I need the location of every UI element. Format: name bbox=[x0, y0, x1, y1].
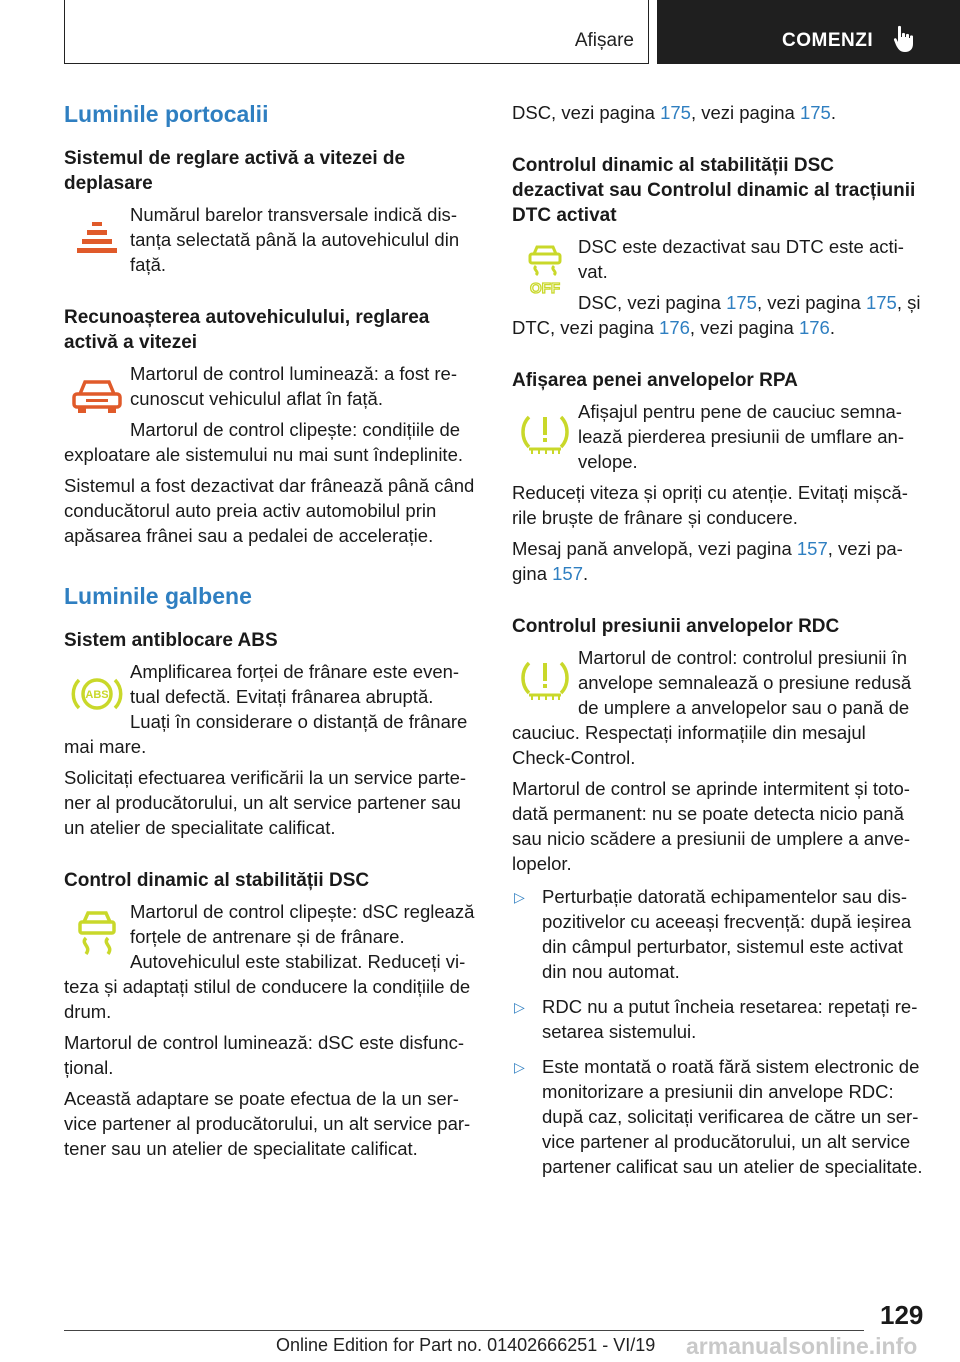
rpa-block bbox=[512, 399, 925, 480]
dsc-p2: Martorul de control luminează: dSC este disfuncțional. bbox=[64, 1032, 465, 1078]
footer-edition: Online Edition for Part no. 01402666251 - VI/19 bbox=[276, 1335, 656, 1355]
vehicle-detect-title: Recunoașterea autovehiculului, reglarea activă a vitezei bbox=[64, 307, 430, 353]
page-link[interactable]: 157 bbox=[796, 538, 828, 559]
dsc-off-title: Controlul dinamic al stabilității DSC dezactivat sau Controlul dinamic al tracțiunii DTC activat bbox=[512, 155, 916, 226]
header-tab[interactable] bbox=[657, 0, 960, 64]
page-link[interactable]: 175 bbox=[660, 102, 691, 123]
page-link[interactable]: 175 bbox=[726, 292, 757, 313]
list-item: ▷ RDC nu a putut încheia resetarea: repetați resetarea sistemului. bbox=[514, 996, 918, 1042]
abs-p1: Amplificarea forței de frânare este eventual defectă. Evitați frânarea abruptă. Luați în considerare o distanță de frânare mai mare. bbox=[64, 661, 468, 757]
header-tab-label: COMENZI bbox=[782, 30, 874, 51]
heading-yellow-lights: Luminile galbene bbox=[64, 583, 252, 609]
vehicle-detect-p3: Sistemul a fost dezactivat dar frânează până când conducătorul auto preia activ automobilul prin apăsarea frânei sau a pedalei de accelerație. bbox=[64, 475, 475, 546]
svg-text:OFF: OFF bbox=[530, 280, 560, 295]
right-column bbox=[512, 100, 925, 1189]
dsc-title: Control dinamic al stabilității DSC bbox=[64, 870, 370, 891]
tire-pressure-icon bbox=[512, 647, 578, 713]
abs-p2: Solicitați efectuarea verificării la un service partener al producătorului, un alt service partener sau un atelier de specialitate calificat. bbox=[64, 767, 467, 838]
watermark: armanualsonline.info bbox=[686, 1333, 918, 1359]
header-section-box bbox=[64, 0, 649, 64]
list-item: ▷ Este montată o roată fără sistem electronic de monitorizare a presiunii din anvelope RDC: după caz, solicitați verificarea de către un service partener al producătorului, un alt service partener calificat sau un atelier de specialitate. bbox=[514, 1056, 923, 1177]
rdc-p1: Martorul de control: controlul presiunii în anvelope semnalează o presiune redusă de umplere a anvelopelor sau o pană de cauciuc. Respectați informațiile din mesajul Check-Control. bbox=[512, 647, 912, 768]
page-link[interactable]: 175 bbox=[799, 102, 831, 123]
triangle-bullet-icon: ▷ bbox=[514, 889, 525, 905]
dsc-skid-icon bbox=[64, 901, 130, 967]
dsc-off-p1: DSC este dezactivat sau DTC este activat. bbox=[578, 236, 904, 282]
abs-icon bbox=[64, 661, 130, 727]
dsc-ref-line: DSC, vezi pagina 175, vezi pagina 175. bbox=[512, 102, 836, 123]
page-link[interactable]: 176 bbox=[798, 317, 830, 338]
header-section-label: Afișare bbox=[574, 30, 634, 51]
acc-text: Numărul barelor transversale indică distanța selectată până la autovehiculul din față. bbox=[130, 204, 460, 275]
rpa-title: Afișarea penei anvelopelor RPA bbox=[512, 370, 798, 391]
list-item: ▷ Perturbație datorată echipamentelor sau dispozitivelor cu aceeași frecvență: după ieșirea din câmpul perturbator, sistemul este activat din nou automat. bbox=[514, 886, 912, 982]
page-link[interactable]: 175 bbox=[865, 292, 897, 313]
page-link[interactable]: 176 bbox=[659, 317, 690, 338]
page-number: 129 bbox=[880, 1300, 924, 1330]
dsc-off-icon bbox=[512, 236, 578, 302]
heading-orange-lights: Luminile portocalii bbox=[64, 101, 269, 127]
car-front-icon bbox=[64, 363, 130, 429]
rdc-p2: Martorul de control se aprinde intermitent și totodată permanent: nu se poate detecta nicio pană sau nicio scădere a presiunii de umplere a anvelopelor. bbox=[512, 778, 910, 874]
dsc-block bbox=[64, 899, 477, 1030]
triangle-bullet-icon: ▷ bbox=[514, 1059, 525, 1075]
rdc-title: Controlul presiunii anvelopelor RDC bbox=[512, 616, 840, 637]
svg-text:ABS: ABS bbox=[85, 689, 109, 701]
page-link[interactable]: 157 bbox=[552, 563, 583, 584]
vehicle-detect-p1: Martorul de control luminează: a fost recunoscut vehiculul aflat în față. bbox=[130, 363, 457, 409]
left-column bbox=[64, 100, 477, 1167]
dsc-off-block bbox=[512, 234, 925, 346]
rdc-block bbox=[512, 645, 925, 776]
dsc-off-ref: DSC, vezi pagina 175, vezi pagina 175, și DTC, vezi pagina 176, vezi pagina 176. bbox=[512, 292, 921, 338]
abs-block bbox=[64, 659, 477, 765]
footer-rule bbox=[64, 1330, 864, 1331]
vehicle-detect-p2: Martorul de control clipește: condițiile de exploatare ale sistemului nu mai sunt îndeplinite. bbox=[64, 419, 464, 465]
dsc-p3: Această adaptare se poate efectua de la un service partener al producătorului, un alt service partener sau un atelier de specialitate calificat. bbox=[64, 1088, 471, 1159]
rpa-ref: Mesaj pană anvelopă, vezi pagina 157, vezi pagina 157. bbox=[512, 538, 903, 584]
acc-block bbox=[64, 202, 477, 283]
rpa-p2: Reduceți viteza și opriți cu atenție. Evitați mișcările bruște de frânare și conducere. bbox=[512, 482, 908, 528]
rpa-p1: Afișajul pentru pene de cauciuc semnalează pierderea presiunii de umflare anvelope. bbox=[578, 401, 905, 472]
pointing-hand-icon bbox=[893, 25, 919, 53]
dsc-p1: Martorul de control clipește: dSC reglează forțele de antrenare și de frânare. Autovehiculul este stabilizat. Reduceți viteza și adaptați stilul de conducere la condițiile de drum. bbox=[64, 901, 475, 1022]
abs-title: Sistem antiblocare ABS bbox=[64, 630, 278, 651]
rdc-bullet-list bbox=[512, 884, 925, 1179]
tire-warning-icon bbox=[512, 401, 578, 467]
triangle-bullet-icon: ▷ bbox=[514, 999, 525, 1015]
vehicle-detect-block bbox=[64, 361, 477, 473]
distance-bars-icon bbox=[64, 204, 130, 270]
acc-title: Sistemul de reglare activă a vitezei de deplasare bbox=[64, 148, 406, 194]
